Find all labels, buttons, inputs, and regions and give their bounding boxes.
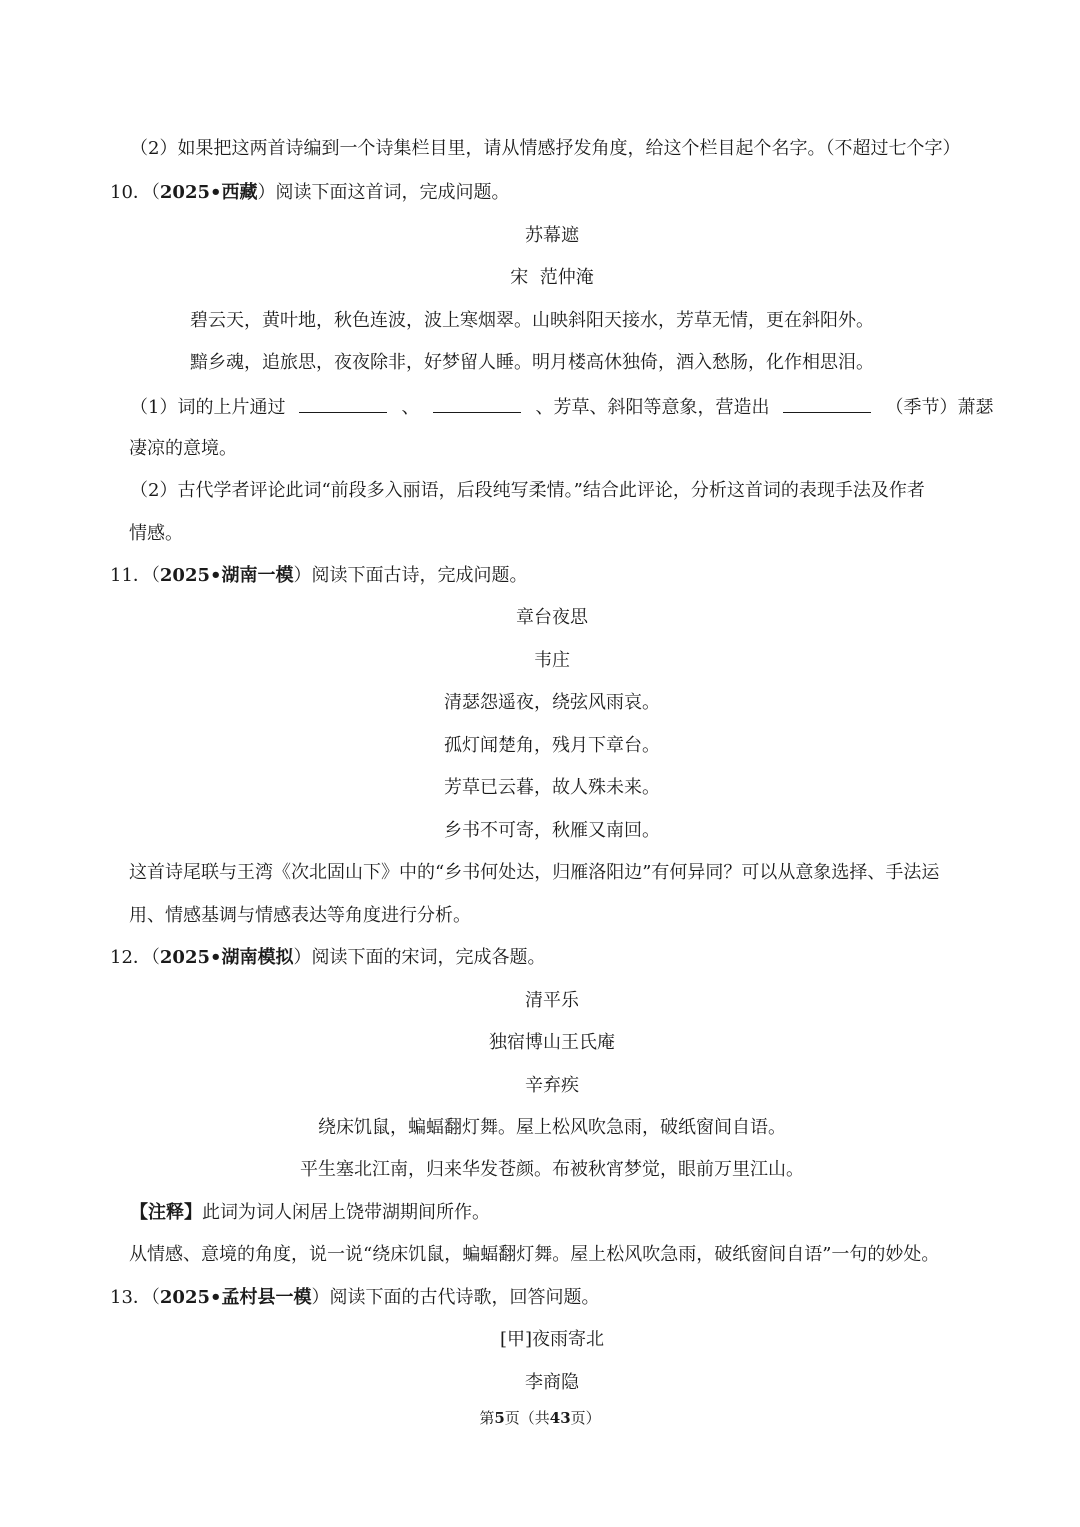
q10-sub1-text-c: （季节）萧瑟 <box>885 397 994 418</box>
current-page-number: 5 <box>494 1409 505 1427</box>
q11-poem-line: 孤灯闻楚角，残月下章台。 <box>444 735 660 756</box>
footer-suffix: 页） <box>570 1409 601 1427</box>
q12-number: 12．（ <box>110 947 160 968</box>
q11-poem-line: 乡书不可寄，秋雁又南回。 <box>444 820 660 841</box>
q12-poem-title: 清平乐 <box>525 990 579 1011</box>
q10-sub2-continued: 情感。 <box>129 523 183 544</box>
q10-sub1-text-b: 、芳草、斜阳等意象，营造出 <box>535 397 770 418</box>
footer-prefix: 第 <box>479 1409 495 1427</box>
q10-source: 2025•西藏 <box>159 182 258 203</box>
q10-instruction: ）阅读下面这首词，完成问题。 <box>257 182 510 203</box>
q10-poem-author: 宋 范仲淹 <box>510 267 594 288</box>
answer-blank-1[interactable] <box>299 394 387 413</box>
q13-poem-title: [甲]夜雨寄北 <box>499 1329 605 1350</box>
q12-poem-line: 绕床饥鼠，蝙蝠翻灯舞。屋上松风吹急雨，破纸窗间自语。 <box>318 1117 786 1138</box>
q10-sub1-text-a: （1）词的上片通过 <box>130 397 286 418</box>
q13-poem-author: 李商隐 <box>525 1372 579 1393</box>
answer-blank-2[interactable] <box>433 394 521 413</box>
q10-header <box>110 181 510 205</box>
q12-poem-author: 辛弃疾 <box>525 1075 579 1096</box>
q11-poem-line: 清瑟怨遥夜，绕弦风雨哀。 <box>444 692 660 713</box>
q11-question: 这首诗尾联与王湾《次北固山下》中的“乡书何处达，归雁洛阳边”有何异同？可以从意象选择、手法运 <box>129 862 940 883</box>
q11-number: 11．（ <box>110 565 160 586</box>
footer-middle: 页（共 <box>504 1409 550 1427</box>
q13-source: 2025•孟村县一模 <box>159 1287 312 1308</box>
q10-poem-line: 碧云天，黄叶地，秋色连波，波上寒烟翠。山映斜阳天接水，芳草无情，更在斜阳外。 <box>190 310 874 331</box>
q12-source: 2025•湖南模拟 <box>159 947 294 968</box>
total-page-count: 43 <box>549 1409 571 1427</box>
q12-poem-subtitle: 独宿博山王氏庵 <box>489 1032 615 1053</box>
q10-sub2: （2）古代学者评论此词“前段多入丽语，后段纯写柔情。”结合此评论，分析这首词的表现手法及作者 <box>130 480 925 501</box>
q12-header <box>110 946 546 970</box>
q12-note-text: 此词为词人闲居上饶带湖期间所作。 <box>202 1202 490 1223</box>
answer-blank-3[interactable] <box>783 394 871 413</box>
q10-number: 10．（ <box>110 182 160 203</box>
q10-sub1 <box>130 394 993 420</box>
q11-header <box>110 564 528 588</box>
q11-instruction: ）阅读下面古诗，完成问题。 <box>293 565 528 586</box>
q12-note-label: 【注释】 <box>130 1202 202 1223</box>
q12-poem-line: 平生塞北江南，归来华发苍颜。布被秋宵梦觉，眼前万里江山。 <box>300 1159 804 1180</box>
q10-sub1-sep: 、 <box>401 397 420 418</box>
page-footer <box>0 1408 1080 1428</box>
q10-sub1-continued: 凄凉的意境。 <box>129 438 237 459</box>
q10-poem-line: 黯乡魂，追旅思，夜夜除非，好梦留人睡。明月楼高休独倚，酒入愁肠，化作相思泪。 <box>190 352 874 373</box>
q13-instruction: ）阅读下面的古代诗歌，回答问题。 <box>311 1287 600 1308</box>
q11-source: 2025•湖南一模 <box>159 565 294 586</box>
q12-note <box>130 1201 490 1225</box>
q11-poem-author: 韦庄 <box>534 650 570 671</box>
q11-question-continued: 用、情感基调与情感表达等角度进行分析。 <box>129 905 471 926</box>
q13-header <box>110 1286 600 1310</box>
q11-poem-title: 章台夜思 <box>516 607 588 628</box>
q13-number: 13．（ <box>110 1287 160 1308</box>
q10-poem-title: 苏幕遮 <box>525 225 579 246</box>
q9-sub2: （2）如果把这两首诗编到一个诗集栏目里，请从情感抒发角度，给这个栏目起个名字。（不超过七个字） <box>130 138 961 159</box>
q12-instruction: ）阅读下面的宋词，完成各题。 <box>293 947 546 968</box>
q11-poem-line: 芳草已云暮，故人殊未来。 <box>444 777 660 798</box>
q12-question: 从情感、意境的角度，说一说“绕床饥鼠，蝙蝠翻灯舞。屋上松风吹急雨，破纸窗间自语”一句的妙处。 <box>129 1244 940 1265</box>
